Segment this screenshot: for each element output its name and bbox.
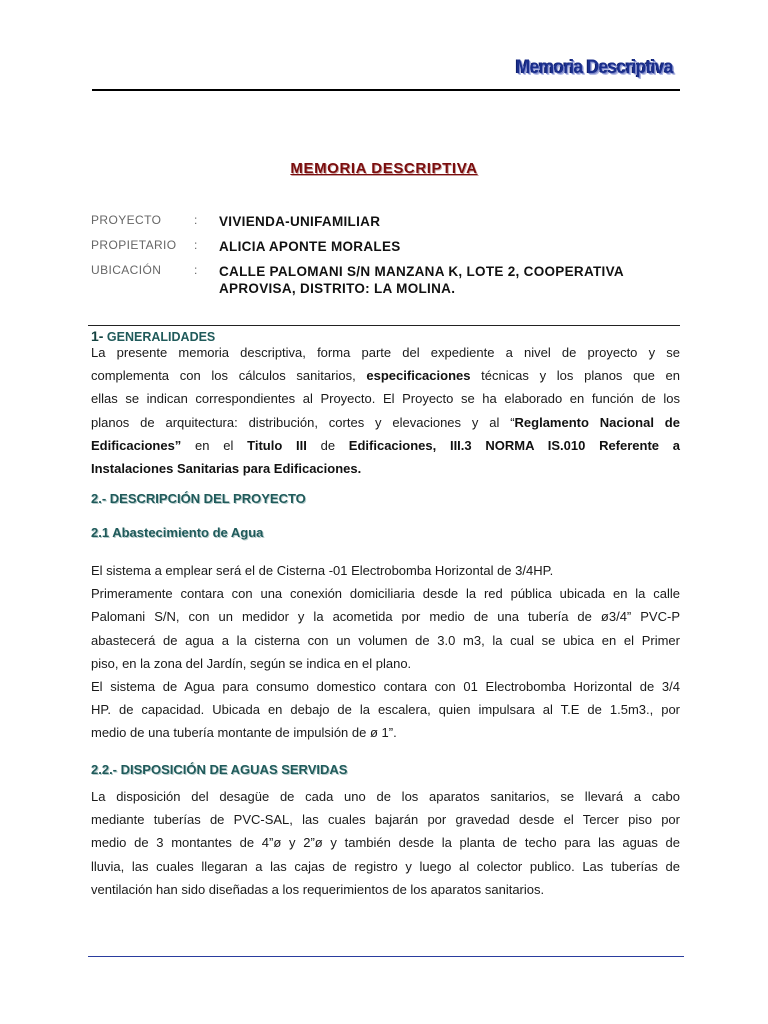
paragraph-line bbox=[91, 364, 680, 387]
info-row-proyecto bbox=[91, 213, 380, 230]
info-row-propietario bbox=[91, 238, 401, 255]
bold-run: Titulo III bbox=[247, 437, 307, 453]
subsection-heading-aguas-servidas: 2.2.- DISPOSICIÓN DE AGUAS SERVIDAS bbox=[91, 762, 348, 777]
paragraph-line: El sistema de Agua para consumo domestico contara con 01 Electrobomba Horizontal de 3/4 bbox=[91, 679, 680, 695]
info-value-line: CALLE PALOMANI S/N MANZANA K, LOTE 2, COOPERATIVA bbox=[219, 264, 624, 279]
text-run: en el bbox=[181, 437, 248, 453]
info-value: VIVIENDA-UNIFAMILIAR bbox=[219, 214, 381, 229]
bold-run: Instalaciones Sanitarias para Edificaciones. bbox=[91, 461, 362, 477]
info-label: PROYECTO bbox=[91, 213, 162, 227]
document-title: MEMORIA DESCRIPTIVA bbox=[290, 160, 478, 177]
info-value bbox=[219, 263, 624, 297]
subsection-heading-agua: 2.1 Abastecimiento de Agua bbox=[91, 525, 264, 540]
paragraph-line bbox=[91, 411, 680, 434]
paragraph-line: La disposición del desagüe de cada uno de los aparatos sanitarios, se llevará a cabo bbox=[91, 789, 680, 804]
info-colon: : bbox=[194, 263, 198, 277]
paragraph-line: Primeramente contara con una conexión domiciliaria desde la red pública ubicada en la calle bbox=[91, 586, 680, 602]
text-run: La presente memoria descriptiva, forma parte del expediente a nivel de proyecto y se bbox=[91, 345, 680, 360]
paragraph-line bbox=[91, 457, 680, 480]
paragraph-line: piso, en la zona del Jardín, según se indica en el plano. bbox=[91, 655, 412, 671]
paragraph-line: ventilación han sido diseñadas a los requerimientos de los aparatos sanitarios. bbox=[91, 881, 545, 897]
generalidades-paragraph bbox=[91, 341, 680, 480]
paragraph-line: HP. de capacidad. Ubicada en debajo de la escalera, quien impulsara al T.E de 1.5m3., por bbox=[91, 702, 680, 718]
info-colon: : bbox=[194, 238, 198, 252]
text-run: planos de arquitectura: distribución, cortes y elevaciones y al “ bbox=[91, 414, 515, 430]
info-label: UBICACIÓN bbox=[91, 263, 162, 277]
section-title: GENERALIDADES bbox=[103, 330, 216, 344]
section-heading-descripcion: 2.- DESCRIPCIÓN DEL PROYECTO bbox=[91, 491, 306, 506]
paragraph-line: El sistema a emplear será el de Cisterna -01 Electrobomba Horizontal de 3/4HP. bbox=[91, 563, 554, 578]
paragraph-line bbox=[91, 341, 680, 364]
text-run: técnicas y los planos que en bbox=[470, 368, 681, 384]
footer-divider bbox=[88, 956, 684, 957]
text-run: ellas se indican correspondientes al Proyecto. El Proyecto se ha elaborado en función de los bbox=[91, 391, 680, 407]
info-colon: : bbox=[194, 213, 198, 227]
section-number: 1- bbox=[91, 328, 104, 344]
header-divider bbox=[92, 89, 680, 91]
aguas-servidas-paragraph bbox=[91, 785, 680, 901]
bold-run: Edificaciones, III.3 NORMA IS.010 Referente a bbox=[348, 437, 681, 453]
paragraph-line: medio de una tubería montante de impulsión de ø 1”. bbox=[91, 725, 397, 741]
paragraph-line bbox=[91, 434, 680, 457]
bold-run: especificaciones bbox=[366, 368, 471, 384]
text-run: de bbox=[306, 437, 349, 453]
bold-run: Edificaciones” bbox=[91, 437, 182, 453]
paragraph-line bbox=[91, 387, 680, 410]
info-value: ALICIA APONTE MORALES bbox=[219, 239, 401, 254]
paragraph-line: mediante tuberías de PVC-SAL, las cuales bajarán por gravedad desde el Tercer piso por bbox=[91, 812, 680, 828]
paragraph-line: abastecerá de agua a la cisterna con un volumen de 3.0 m3, la cual se ubica en el Primer bbox=[91, 632, 680, 648]
header-logo: Memoria Descriptiva bbox=[515, 57, 673, 78]
info-label: PROPIETARIO bbox=[91, 238, 177, 252]
paragraph-line: medio de 3 montantes de 4”ø y 2”ø y también desde la planta de techo para las aguas de bbox=[91, 835, 680, 851]
section-divider bbox=[88, 325, 680, 326]
bold-run: Reglamento Nacional de bbox=[514, 414, 680, 430]
abastecimiento-paragraph bbox=[91, 559, 680, 745]
info-row-ubicacion bbox=[91, 263, 624, 297]
info-value-line: APROVISA, DISTRITO: LA MOLINA. bbox=[219, 281, 456, 296]
paragraph-line: lluvia, las cuales llegaran a las cajas de registro y luego al colector publico. Las tuberías de bbox=[91, 858, 680, 874]
text-run: complementa con los cálculos sanitarios, bbox=[91, 368, 367, 384]
paragraph-line: Palomani S/N, con un medidor y la acometida por medio de una tubería de ø3/4” PVC-P bbox=[91, 609, 680, 625]
